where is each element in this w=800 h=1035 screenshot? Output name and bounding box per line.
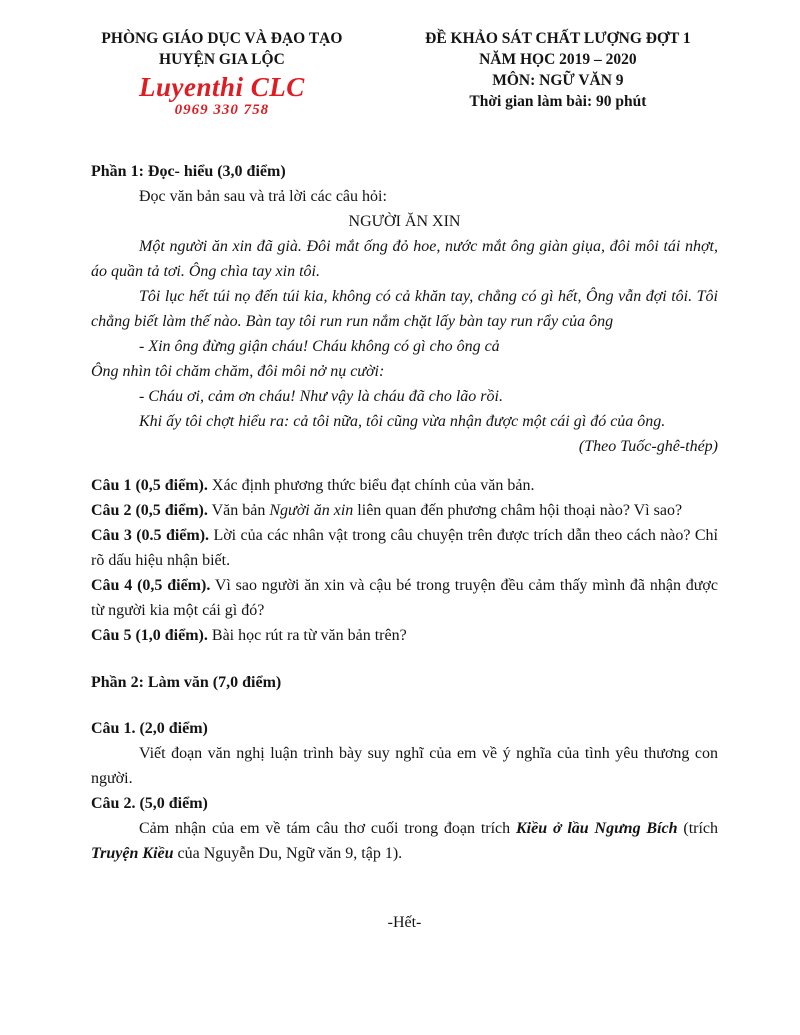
brand-phone-number: 0969 330 758	[174, 102, 270, 118]
document-header	[0, 0, 800, 119]
passage-source: (Theo Tuốc-ghê-thép)	[578, 438, 718, 455]
question-2-label: Câu 2 (0,5 điểm).	[91, 502, 208, 519]
essay-2-text-post: của Nguyễn Du, Ngữ văn 9, tập 1).	[173, 845, 403, 862]
question-3-text: Lời của các nhân vật trong câu chuyện trên được trích dẫn theo cách nào? Chỉ rõ dấu hiệu nhận biết.	[91, 527, 719, 569]
question-1-label: Câu 1 (0,5 điểm).	[91, 477, 208, 494]
district-line: HUYỆN GIA LỘC	[159, 51, 285, 68]
exam-body	[0, 159, 800, 935]
question-3	[91, 523, 718, 573]
school-year-line: NĂM HỌC 2019 – 2020	[479, 51, 637, 68]
passage-paragraph: Ông nhìn tôi chăm chăm, đôi môi nở nụ cười:	[91, 363, 385, 380]
question-5-label: Câu 5 (1,0 điểm).	[91, 627, 208, 644]
question-2-text-pre: Văn bản	[207, 502, 270, 519]
essay-1-label: Câu 1. (2,0 điểm)	[91, 720, 208, 737]
passage-paragraph: - Cháu ơi, cảm ơn cháu! Như vậy là cháu đã cho lão rồi.	[139, 388, 503, 405]
essay-2-text-mid: (trích	[677, 820, 719, 837]
issuing-office-line: PHÒNG GIÁO DỤC VÀ ĐẠO TẠO	[101, 30, 343, 47]
section-2-heading: Phần 2: Làm văn (7,0 điểm)	[91, 674, 282, 691]
passage-paragraph: Tôi lục hết túi nọ đến túi kia, không có cả khăn tay, chẳng có gì hết, Ông vẫn đợi tôi. Tôi chẳng biết làm thế nào. Bàn tay tôi run run nắm chặt lấy bàn tay run rẩy của ông	[91, 288, 718, 330]
essay-question-1	[91, 716, 718, 791]
question-5-text: Bài học rút ra từ văn bản trên?	[207, 627, 407, 644]
essay-2-excerpt-title: Kiều ở lầu Ngưng Bích	[516, 820, 678, 837]
question-4-label: Câu 4 (0,5 điểm).	[91, 577, 211, 594]
question-1-text: Xác định phương thức biểu đạt chính của văn bản.	[207, 477, 535, 494]
section-1-heading: Phần 1: Đọc- hiểu (3,0 điểm)	[91, 163, 286, 180]
passage-paragraph: Khi ấy tôi chợt hiểu ra: cả tôi nữa, tôi cũng vừa nhận được một cái gì đó của ông.	[139, 413, 666, 430]
question-3-label: Câu 3 (0.5 điểm).	[91, 527, 210, 544]
question-list	[91, 473, 718, 648]
essay-question-2	[91, 791, 718, 866]
reading-instruction: Đọc văn bản sau và trả lời các câu hỏi:	[139, 188, 387, 205]
passage-title: NGƯỜI ĂN XIN	[348, 213, 461, 230]
reading-passage	[91, 234, 718, 459]
subject-line: MÔN: NGỮ VĂN 9	[492, 72, 624, 89]
question-2-text-post: liên quan đến phương châm hội thoại nào? Vì sao?	[353, 502, 683, 519]
passage-paragraph: - Xin ông đừng giận cháu! Cháu không có gì cho ông cả	[139, 338, 500, 355]
question-2	[91, 498, 718, 523]
question-1	[91, 473, 718, 498]
duration-line: Thời gian làm bài: 90 phút	[469, 93, 647, 110]
essay-2-label: Câu 2. (5,0 điểm)	[91, 795, 208, 812]
essay-2-work-title: Truyện Kiều	[91, 845, 174, 862]
passage-paragraph: Một người ăn xin đã già. Đôi mắt ống đỏ hoe, nước mắt ông giàn giụa, đôi môi tái nhợt, áo quần tả tơi. Ông chìa tay xin tôi.	[91, 238, 718, 280]
end-mark: -Hết-	[387, 914, 422, 931]
luyenthi-clc-logo: Luyenthi CLC	[139, 72, 305, 102]
question-4	[91, 573, 718, 623]
exam-title-line: ĐỀ KHẢO SÁT CHẤT LƯỢNG ĐỢT 1	[425, 30, 691, 47]
question-4-text: Vì sao người ăn xin và cậu bé trong truyện đều cảm thấy mình đã nhận được từ người kia một cái gì đó?	[91, 577, 718, 619]
header-left-block	[64, 28, 380, 119]
header-right-block	[380, 28, 736, 119]
essay-1-text: Viết đoạn văn nghị luận trình bày suy nghĩ của em về ý nghĩa của tình yêu thương con người.	[91, 745, 718, 787]
essay-2-text-pre: Cảm nhận của em về tám câu thơ cuối trong đoạn trích	[139, 820, 516, 837]
question-2-work-title: Người ăn xin	[269, 502, 354, 519]
essay-2-text	[91, 816, 718, 866]
question-5	[91, 623, 718, 648]
